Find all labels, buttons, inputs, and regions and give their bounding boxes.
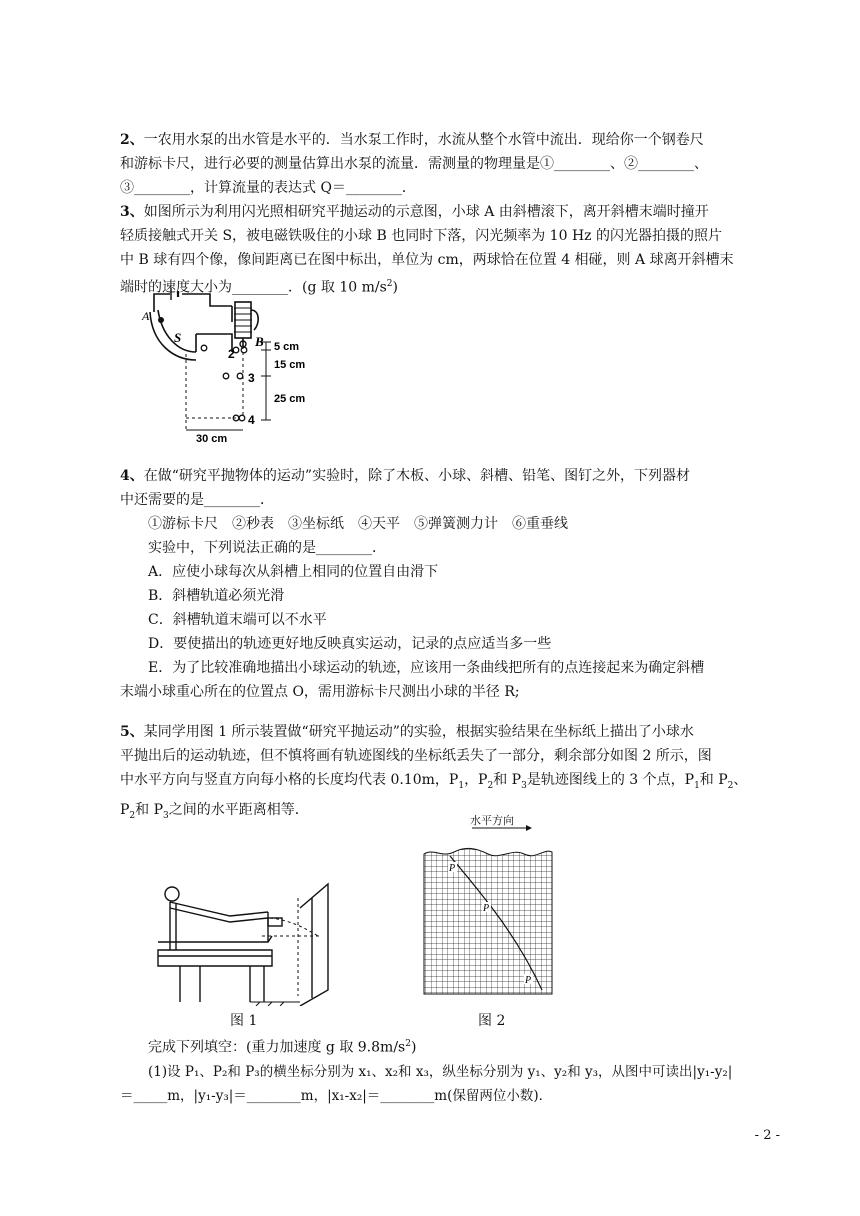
label-a: A	[142, 309, 150, 323]
question-5-subparts	[120, 1032, 760, 1108]
text-line: 轻质接触式开关 S，被电磁铁吸住的小球 B 也同时下落，闪光频率为 10 Hz 的闪光器拍摄的照片	[120, 228, 722, 244]
question-number: 4、	[120, 468, 144, 484]
figure-2-caption: 图 2	[478, 1013, 506, 1029]
text-line: 末端小球重心所在的位置点 O，需用游标卡尺测出小球的半径 R;	[120, 684, 520, 700]
dim-25cm: 25 cm	[274, 393, 306, 405]
superscript: 2	[405, 1039, 411, 1049]
page-number: - 2 -	[754, 1128, 780, 1143]
text-line: 中 B 球有四个像，像间距离已在图中标出，单位为 cm，两球恰在位置 4 相碰，则 A 球离开斜槽末	[120, 252, 734, 268]
flash-photo-diagram	[140, 284, 330, 444]
label-3: 3	[248, 371, 255, 385]
text-line: 之间的水平距离相等．	[168, 801, 309, 818]
label-b: B	[255, 334, 264, 349]
question-4	[120, 464, 760, 704]
dim-30cm: 30 cm	[196, 433, 228, 444]
subscript: 2	[727, 780, 734, 791]
option-a: A．应使小球每次从斜槽上相同的位置自由滑下	[148, 564, 439, 580]
text-line: )	[392, 279, 398, 296]
subscript: 3	[163, 810, 169, 821]
option-d: D．要使描出的轨迹更好地反映真实运动，记录的点应适当多一些	[148, 636, 552, 652]
text-line: 某同学用图 1 所示装置做“研究平抛运动”的实验，根据实验结果在坐标纸上描出了小球水	[143, 724, 694, 740]
text-line: 平抛出后的运动轨迹，但不慎将画有轨迹图线的坐标纸丢失了一部分，剩余部分如图 2 所示，图	[120, 748, 712, 764]
subscript: 2	[487, 780, 494, 791]
text-line: 完成下列填空：(重力加速度 g 取 9.8m/s	[148, 1039, 406, 1056]
dim-15cm: 15 cm	[274, 359, 306, 371]
text-line: 、	[733, 772, 748, 788]
label-2: 2	[228, 347, 235, 361]
question-number: 3、	[120, 204, 144, 220]
question-number: 5、	[120, 724, 144, 740]
text-line: 是轨迹图线上的 3 个点，P	[526, 772, 695, 788]
subscript: 3	[521, 780, 527, 791]
ball-a	[158, 317, 164, 323]
superscript: 2	[386, 279, 393, 289]
text-line: 中还需要的是________．	[120, 492, 274, 508]
text-line: 和游标卡尺，进行必要的测量估算出水泵的流量．需测量的物理量是①________、②________、	[120, 156, 708, 172]
p2-label: P	[483, 903, 490, 914]
text-line: P	[120, 801, 130, 818]
label-4: 4	[248, 413, 255, 427]
text-line: 一农用水泵的出水管是水平的．当水泵工作时，水流从整个水管中流出．现给你一个钢卷尺	[143, 132, 704, 148]
text-line: 实验中，下列说法正确的是________．	[148, 540, 386, 556]
text-line: 中水平方向与竖直方向每小格的长度均代表 0.10m，P	[120, 772, 459, 788]
subscript: 2	[129, 810, 136, 821]
label-s: S	[174, 330, 182, 345]
question-2	[120, 128, 760, 200]
subpart-1: (1)设 P₁、P₂和 P₃的横坐标分别为 x₁、x₂和 x₃，纵坐标分别为 y₁、y₂和 y₃，从图中可读出|y₁-y₂|	[148, 1063, 733, 1080]
subscript: 1	[694, 780, 700, 791]
equipment-options: ①游标卡尺 ②秒表 ③坐标纸 ④天平 ⑤弹簧测力计 ⑥重垂线	[148, 516, 568, 532]
dim-5cm: 5 cm	[274, 341, 300, 353]
horizontal-direction-label: 水平方向	[470, 815, 514, 827]
option-b: B．斜槽轨道必须光滑	[148, 588, 285, 604]
figure-1-caption: 图 1	[230, 1013, 258, 1029]
text-line: )	[410, 1039, 417, 1056]
text-line: 和 P	[699, 772, 728, 788]
text-line: 端时的速度大小为________．(g 取 10 m/s	[120, 279, 387, 296]
question-5	[120, 720, 760, 828]
subscript: 1	[458, 780, 465, 791]
text-line: ③________，计算流量的表达式 Q＝________．	[120, 180, 416, 196]
p1-label: P	[449, 863, 456, 874]
figure-1-apparatus	[150, 878, 350, 1006]
text-line: 和 P	[135, 801, 164, 818]
text-line: ，P	[464, 772, 488, 788]
option-e: E．为了比较准确地描出小球运动的轨迹，应该用一条曲线把所有的点连接起来为确定斜槽	[148, 660, 705, 676]
subpart-1-answers: ＝_____m，|y₁-y₃|＝________m，|x₁-x₂|＝________m(保留两位小数)．	[120, 1087, 553, 1104]
question-number: 2、	[120, 132, 144, 148]
p3-label: P	[525, 975, 532, 986]
figure-2-grid	[420, 822, 560, 996]
text-line: 在做“研究平抛物体的运动”实验时，除了木板、小球、斜槽、铅笔、图钉之外，下列器材	[143, 468, 691, 484]
option-c: C．斜槽轨道末端可以不水平	[148, 612, 327, 628]
text-line: 和 P	[493, 772, 522, 788]
text-line: 如图所示为利用闪光照相研究平抛运动的示意图，小球 A 由斜槽滚下，离开斜槽末端时撞开	[143, 204, 709, 220]
